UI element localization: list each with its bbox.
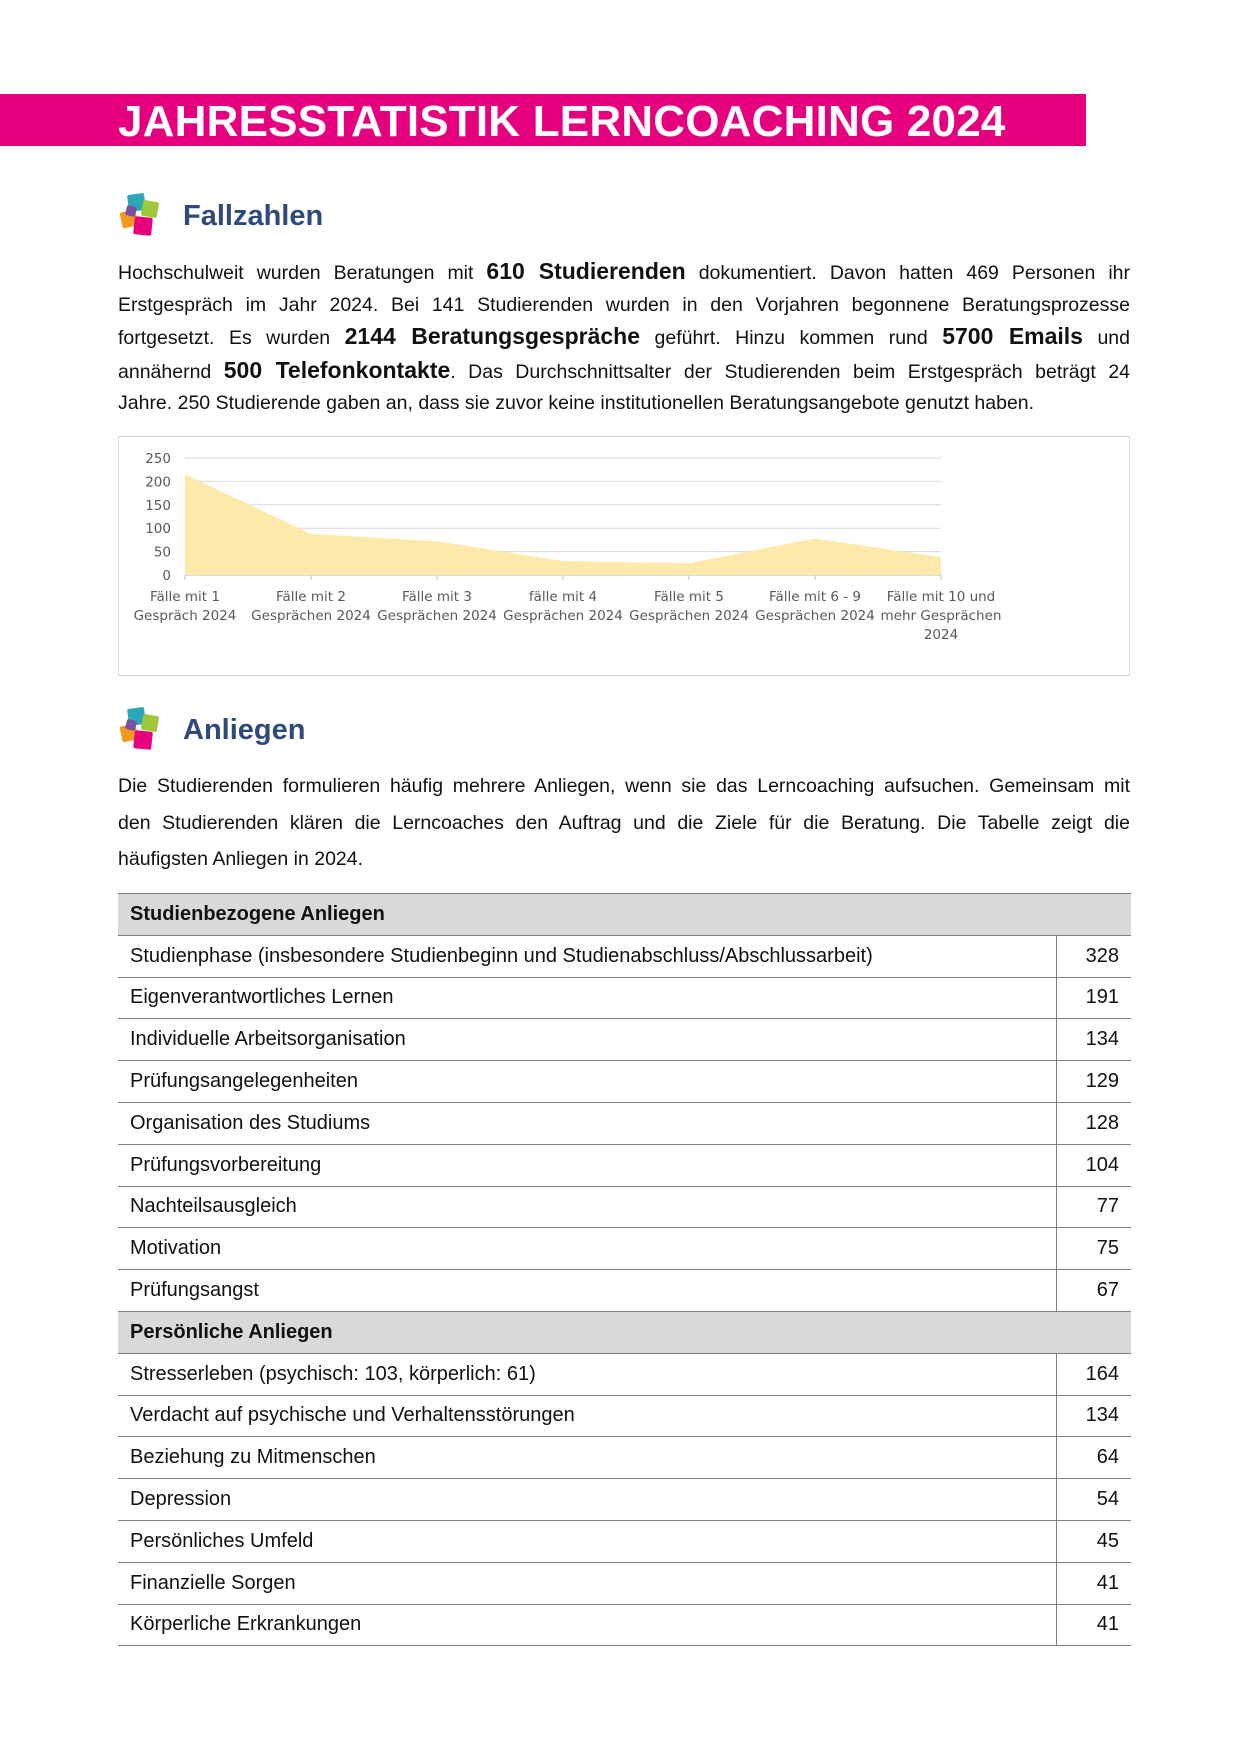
- category-header-row: [118, 894, 1131, 936]
- x-category-label: Fälle mit 6 - 9: [768, 589, 862, 605]
- x-category-label: 2024: [923, 627, 959, 643]
- concern-count: 67: [1057, 1270, 1132, 1312]
- table-row: [118, 1479, 1131, 1521]
- concerns-table: [118, 893, 1131, 1646]
- concern-count: 41: [1057, 1604, 1132, 1646]
- concern-label: Finanzielle Sorgen: [118, 1562, 1057, 1604]
- area-chart: [119, 437, 1131, 677]
- concern-label: Prüfungsangst: [118, 1270, 1057, 1312]
- concern-label: Prüfungsvorbereitung: [118, 1144, 1057, 1186]
- x-category-label: fälle mit 4: [528, 589, 598, 605]
- text-run: annähernd: [118, 360, 224, 383]
- text-run: Hochschulweit wurden Beratungen mit: [118, 262, 487, 284]
- concern-label: Körperliche Erkrankungen: [118, 1604, 1057, 1646]
- page-title: JAHRESSTATISTIK LERNCOACHING 2024: [118, 97, 1006, 146]
- concern-count: 77: [1057, 1186, 1132, 1228]
- y-tick-label: 0: [162, 568, 171, 584]
- table-row: [118, 1228, 1131, 1270]
- text-run: Jahre. 250 Studierende gaben an, dass sie zuvor keine institutionellen Beratungsangebote genutzt haben.: [118, 392, 1035, 414]
- paragraph-line: [118, 388, 1130, 420]
- text-run: geführt. Hinzu kommen rund: [640, 327, 943, 349]
- concern-count: 104: [1057, 1144, 1132, 1186]
- highlight-number: 610 Studierenden: [486, 258, 686, 284]
- concern-count: 164: [1057, 1353, 1132, 1395]
- y-tick-label: 150: [145, 497, 171, 514]
- concern-count: 191: [1057, 977, 1132, 1019]
- category-title: Persönliche Anliegen: [118, 1311, 1131, 1353]
- x-category-label: Fälle mit 10 und: [886, 589, 996, 605]
- category-title: Studienbezogene Anliegen: [118, 894, 1131, 936]
- y-tick-label: 200: [145, 474, 171, 491]
- text-run: fortgesetzt. Es wurden: [118, 327, 345, 349]
- colorful-squares-icon: [118, 706, 166, 754]
- highlight-number: 500 Telefonkontakte: [223, 356, 451, 383]
- table-row: [118, 1144, 1131, 1186]
- paragraph-line: [118, 805, 1130, 842]
- text-run: . Das Durchschnittsalter der Studierenden beim Erstgespräch beträgt 24: [450, 360, 1131, 383]
- table-row: [118, 1061, 1131, 1103]
- y-tick-label: 250: [145, 451, 171, 467]
- x-category-label: Gesprächen 2024: [251, 608, 371, 624]
- concern-label: Organisation des Studiums: [118, 1102, 1057, 1144]
- paragraph-line: [118, 768, 1130, 805]
- x-category-label: Fälle mit 2: [276, 589, 346, 605]
- table-row: [118, 935, 1131, 977]
- concern-count: 64: [1057, 1437, 1132, 1479]
- concern-count: 129: [1057, 1061, 1132, 1103]
- concern-label: Stresserleben (psychisch: 103, körperlich: 61): [118, 1353, 1057, 1395]
- concern-count: 45: [1057, 1520, 1132, 1562]
- text-run: Die Studierenden formulieren häufig mehrere Anliegen, wenn sie das Lerncoaching aufsuchen. Gemeinsam mit: [118, 775, 1130, 797]
- concern-label: Persönliches Umfeld: [118, 1520, 1057, 1562]
- table-row: [118, 1520, 1131, 1562]
- concern-label: Depression: [118, 1479, 1057, 1521]
- concern-label: Nachteilsausgleich: [118, 1186, 1057, 1228]
- table-row: [118, 1186, 1131, 1228]
- concern-count: 134: [1057, 1019, 1132, 1061]
- area-series: [185, 474, 941, 575]
- paragraph-line: [118, 355, 1130, 389]
- text-run: häufigsten Anliegen in 2024.: [118, 848, 364, 870]
- text-run: den Studierenden klären die Lerncoaches den Auftrag und die Ziele für die Beratung. Die Tabelle zeigt die: [118, 811, 1130, 834]
- paragraph-line: [118, 290, 1130, 322]
- concern-label: Studienphase (insbesondere Studienbeginn und Studienabschluss/Abschlussarbeit): [118, 935, 1057, 977]
- table-row: [118, 1437, 1131, 1479]
- table-row: [118, 1270, 1131, 1312]
- highlight-number: 5700 Emails: [942, 323, 1083, 349]
- concern-count: 328: [1057, 935, 1132, 977]
- x-category-label: Fälle mit 1: [150, 589, 220, 605]
- table-row: [118, 1019, 1131, 1061]
- x-category-label: Fälle mit 5: [654, 589, 724, 605]
- concern-label: Beziehung zu Mitmenschen: [118, 1437, 1057, 1479]
- concern-label: Verdacht auf psychische und Verhaltensstörungen: [118, 1395, 1057, 1437]
- table-row: [118, 1604, 1131, 1646]
- x-category-label: Gesprächen 2024: [629, 608, 749, 624]
- anliegen-paragraph: [118, 768, 1130, 878]
- text-run: und: [1082, 327, 1130, 349]
- x-category-label: Gesprächen 2024: [755, 608, 875, 624]
- case-count-chart: [118, 436, 1130, 676]
- table-row: [118, 977, 1131, 1019]
- concern-count: 41: [1057, 1562, 1132, 1604]
- colorful-squares-icon: [118, 192, 166, 240]
- x-category-label: Gesprächen 2024: [503, 608, 623, 624]
- y-tick-label: 100: [145, 521, 171, 538]
- paragraph-line: [118, 256, 1130, 290]
- section-title-anliegen: Anliegen: [183, 714, 306, 746]
- concern-count: 54: [1057, 1479, 1132, 1521]
- concern-label: Prüfungsangelegenheiten: [118, 1061, 1057, 1103]
- x-category-label: Fälle mit 3: [402, 589, 472, 605]
- category-header-row: [118, 1311, 1131, 1353]
- table-row: [118, 1395, 1131, 1437]
- table-row: [118, 1102, 1131, 1144]
- fallzahlen-paragraph: [118, 256, 1130, 420]
- concern-label: Motivation: [118, 1228, 1057, 1270]
- concern-label: Individuelle Arbeitsorganisation: [118, 1019, 1057, 1061]
- concern-count: 128: [1057, 1102, 1132, 1144]
- table-row: [118, 1562, 1131, 1604]
- paragraph-line: [118, 321, 1130, 355]
- concern-count: 75: [1057, 1228, 1132, 1270]
- text-run: Erstgespräch im Jahr 2024. Bei 141 Studierenden wurden in den Vorjahren begonnene Beratungsprozesse: [118, 293, 1130, 316]
- x-category-label: mehr Gesprächen: [880, 608, 1002, 624]
- paragraph-line: [118, 841, 1130, 878]
- concern-count: 134: [1057, 1395, 1132, 1437]
- y-tick-label: 50: [153, 544, 171, 561]
- text-run: dokumentiert. Davon hatten 469 Personen ihr: [685, 262, 1130, 284]
- x-category-label: Gesprächen 2024: [377, 608, 497, 624]
- concern-label: Eigenverantwortliches Lernen: [118, 977, 1057, 1019]
- highlight-number: 2144 Beratungsgespräche: [344, 323, 641, 349]
- section-title-fallzahlen: Fallzahlen: [183, 200, 324, 232]
- x-category-label: Gespräch 2024: [133, 608, 237, 624]
- table-row: [118, 1353, 1131, 1395]
